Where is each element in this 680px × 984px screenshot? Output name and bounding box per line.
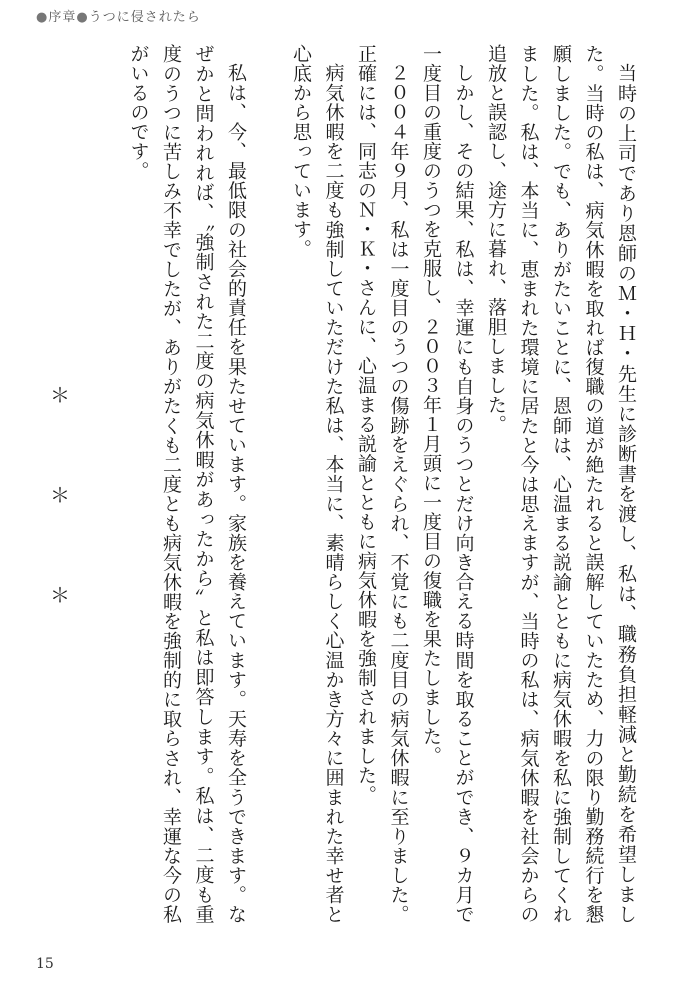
paragraph-1: 当時の上司であり恩師のＭ・Ｈ・先生に診断書を渡し、私は、職務負担軽減と勤続を希望しました。当時の私は、病気休暇を取れば復職の道が絶たれると誤解していたため、力の限り勤務続行を懇願しました。でも、ありがたいことに、恩師は、心温まる説諭とともに病気休暇を私に強制してくれました。私は、本当に、恵まれた環境に居たと今は思えますが、当時の私は、病気休暇を社会からの追放と誤認し、途方に暮れ、落胆しました。 — [485, 44, 637, 924]
separator-star: ＊ — [50, 383, 70, 407]
page-number: 15 — [36, 956, 54, 972]
bullet-icon: ● — [36, 10, 49, 25]
chapter-title: うつに侵されたら — [88, 10, 201, 25]
running-header — [36, 6, 201, 25]
paragraph-5: 私は、今、最低限の社会的責任を果たせています。家族を養えています。天寿を全うできます。なぜかと問われれば、〝強制された二度の病気休暇があったから〟と私は即答します。私は、二度も重度のうつに苦しみ不幸でしたが、ありがたくも二度とも病気休暇を強制的に取らされ、幸運な今の私がいるのです。 — [127, 44, 247, 924]
paragraph-3: ２００４年９月、私は一度目のうつの傷跡をえぐられ、不覚にも二度目の病気休暇に至りました。正確には、同志のＮ・Ｋ・さんに、心温まる説諭とともに病気休暇を強制されました。 — [355, 44, 410, 924]
paragraph-gap — [252, 44, 285, 924]
vertical-body-text — [22, 44, 642, 924]
separator-star: ＊ — [50, 583, 70, 607]
separator-star: ＊ — [50, 483, 70, 507]
chapter-label: 序章 — [48, 10, 77, 25]
paragraph-4: 病気休暇を二度も強制していただけた私は、本当に、素晴らしく心温かき方々に囲まれた幸せ者と心底から思っています。 — [290, 44, 345, 924]
paragraph-2: しかし、その結果、私は、幸運にも自身のうつとだけ向き合える時間を取ることができ、９カ月で一度目の重度のうつを克服し、２００３年１月頭に一度目の復職を果たしました。 — [420, 44, 475, 924]
bullet-icon: ● — [76, 10, 89, 25]
section-separator — [50, 385, 70, 685]
